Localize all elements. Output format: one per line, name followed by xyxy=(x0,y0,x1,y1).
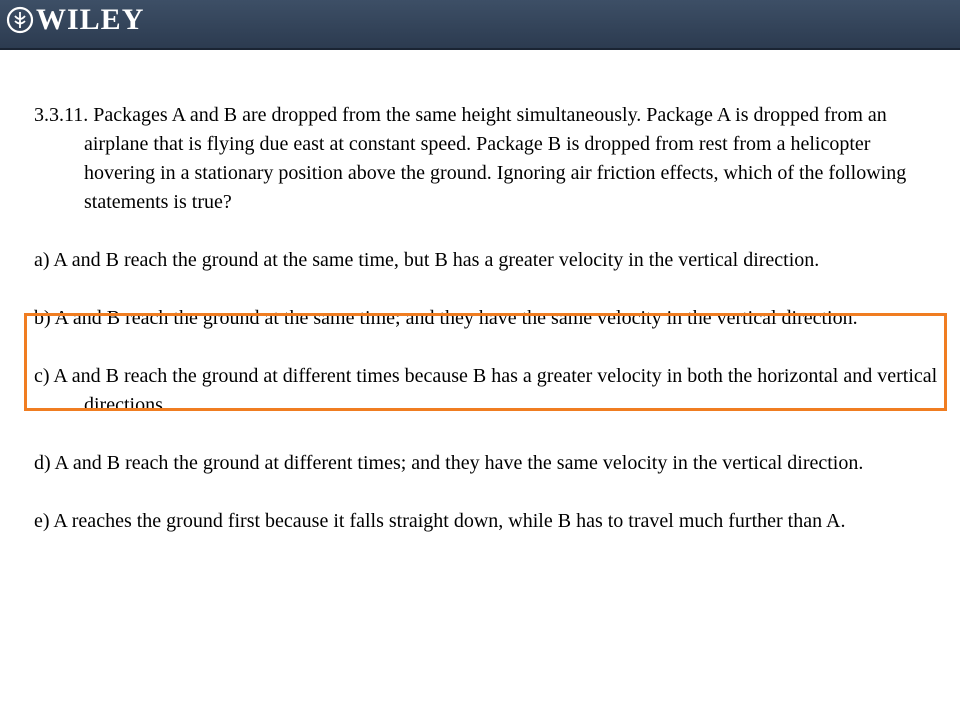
option-c: c) A and B reach the ground at different times because B has a greater velocity in both the horizontal and vertical directions. xyxy=(34,365,938,416)
option-e: e) A reaches the ground first because it falls straight down, while B has to travel much further than A. xyxy=(34,510,846,532)
option-a: a) A and B reach the ground at the same time, but B has a greater velocity in the vertical direction. xyxy=(34,249,820,271)
wiley-logo xyxy=(6,4,144,36)
wiley-emblem-icon xyxy=(6,6,34,34)
logo-text: WILEY xyxy=(36,3,145,36)
question-text: 3.3.11. Packages A and B are dropped from the same height simultaneously. Package A is dropped from an airplane that is flying due east at constant speed. Package B is dropped from rest from a helicopter hovering in a stationary position above the ground. Ignoring air friction effects, which of the following statements is true? xyxy=(34,104,907,213)
option-b: b) A and B reach the ground at the same time; and they have the same velocity in the vertical direction. xyxy=(34,307,858,329)
option-d: d) A and B reach the ground at different times; and they have the same velocity in the vertical direction. xyxy=(34,452,864,474)
header-bar xyxy=(0,0,960,50)
answer-highlight-box xyxy=(24,313,947,411)
